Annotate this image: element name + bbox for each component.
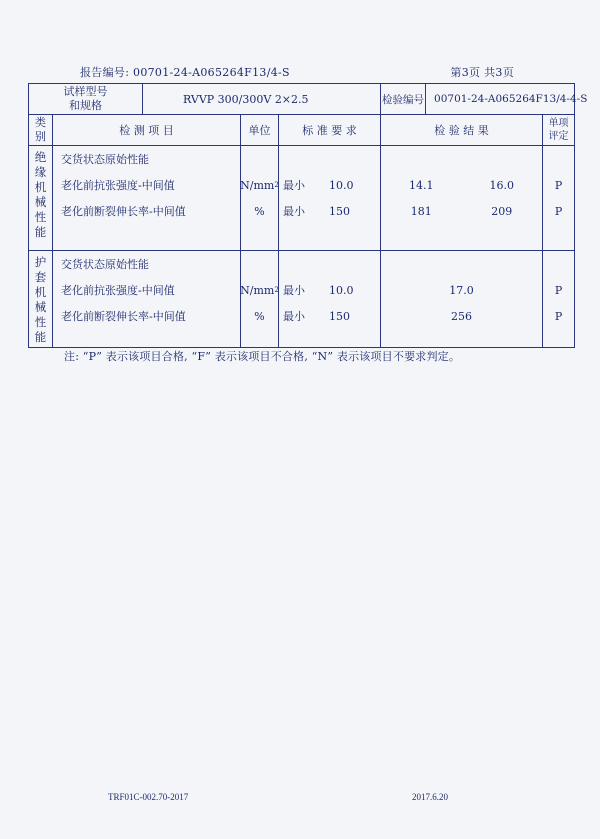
items-sheath xyxy=(53,251,241,348)
col-evaluation: 单项 评定 xyxy=(543,115,575,146)
eval-elongation: P xyxy=(554,309,563,323)
item-elongation: 老化前断裂伸长率-中间值 xyxy=(61,310,186,323)
evals-insulation xyxy=(543,146,575,251)
spec-row xyxy=(29,84,575,115)
unit-elongation: % xyxy=(254,309,265,323)
model-label: 试样型号 和规格 xyxy=(29,84,143,115)
unit-elongation: % xyxy=(254,204,265,218)
section-sheath xyxy=(29,251,575,348)
section-insulation xyxy=(29,146,575,251)
eval-elongation: P xyxy=(554,204,563,218)
col-standard: 标 准 要 求 xyxy=(279,115,381,146)
model-value: RVVP 300/300V 2×2.5 xyxy=(143,84,381,115)
result-elongation-b: 209 xyxy=(491,204,513,218)
result-tensile: 17.0 xyxy=(449,283,474,297)
page-info: 第3页 共3页 xyxy=(450,66,514,79)
item-tensile: 老化前抗张强度-中间值 xyxy=(61,284,175,297)
state-label: 交货状态原始性能 xyxy=(61,258,149,271)
eval-tensile: P xyxy=(554,178,563,192)
column-header-row xyxy=(29,115,575,146)
result-elongation: 256 xyxy=(451,309,473,323)
results-insulation xyxy=(381,146,543,251)
item-elongation: 老化前断裂伸长率-中间值 xyxy=(61,205,186,218)
report-number-label: 报告编号: xyxy=(80,66,130,79)
col-unit: 单位 xyxy=(241,115,279,146)
std-elongation: 最小 150 xyxy=(283,309,350,323)
standards-insulation xyxy=(279,146,381,251)
report-number xyxy=(80,64,290,80)
evals-sheath xyxy=(543,251,575,348)
results-sheath xyxy=(381,251,543,348)
units-sheath xyxy=(241,251,279,348)
result-elongation-a: 181 xyxy=(410,204,432,218)
footer-date: 2017.6.20 xyxy=(412,792,448,802)
category-insulation: 绝 缘 机 械 性 能 xyxy=(29,146,53,251)
state-label: 交货状态原始性能 xyxy=(61,153,149,166)
col-item: 检 测 项 目 xyxy=(53,115,241,146)
result-tensile-a: 14.1 xyxy=(409,178,434,192)
eval-tensile: P xyxy=(554,283,563,297)
std-tensile: 最小 10.0 xyxy=(283,283,354,297)
col-category: 类 别 xyxy=(29,115,53,146)
items-insulation xyxy=(53,146,241,251)
form-code: TRF01C-002.70-2017 xyxy=(108,792,189,802)
report-number-value: 00701-24-A065264F13/4-S xyxy=(133,66,290,79)
item-tensile: 老化前抗张强度-中间值 xyxy=(61,179,175,192)
result-tensile-b: 16.0 xyxy=(489,178,515,192)
unit-tensile: N/mm 2 xyxy=(240,178,279,192)
unit-tensile: N/mm 2 xyxy=(240,283,279,297)
units-insulation xyxy=(241,146,279,251)
standards-sheath xyxy=(279,251,381,348)
std-elongation: 最小 150 xyxy=(283,204,350,218)
test-result-table xyxy=(28,83,588,348)
category-sheath: 护 套 机 械 性 能 xyxy=(29,251,53,348)
std-tensile: 最小 10.0 xyxy=(283,178,354,192)
legend-note: 注: “P” 表示该项目合格, “F” 表示该项目不合格, “N” 表示该项目不要求判定。 xyxy=(64,350,461,363)
inspection-value: 00701-24-A065264F13/4-4-S xyxy=(426,84,575,115)
col-result: 检 验 结 果 xyxy=(381,115,543,146)
inspection-label: 检验编号 xyxy=(381,84,426,115)
